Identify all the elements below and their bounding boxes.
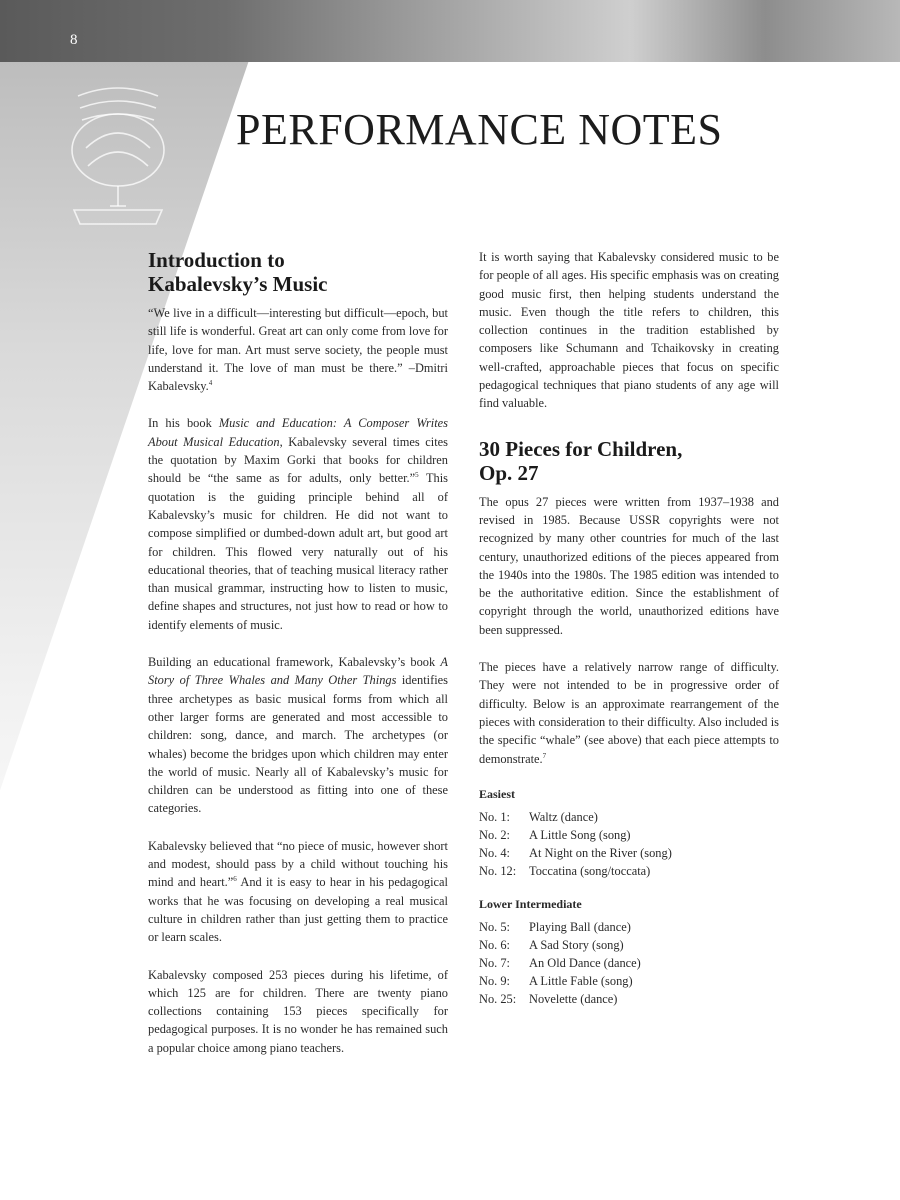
- lower-intermediate-list: [479, 918, 779, 1009]
- paragraph: In his book Music and Education: A Composer Writes About Musical Education, Kabalevsky several times cites the quotation by Maxim Gorki that books for children should be “the same as for adults, only better.”$^5$ This quotation is the guiding principle behind all of Kabalevsky’s music for children. He did not want to compose simplified or dumbed-down adult art, but good art for children. This flowed very naturally out of his educational theories, that of teaching musical literacy rather than musical grammar, instructing how to listen to music, define shapes and structures, not just how to read or how to identify elements of music.: [148, 416, 448, 632]
- list-item: No. 12: Toccatina (song/toccata): [479, 864, 651, 879]
- list-heading-easiest: Easiest: [479, 786, 515, 801]
- footnote-ref: 6: [233, 875, 237, 884]
- book-title: A Story of Three Whales and Many Other Things: [148, 655, 448, 688]
- publisher-emblem-icon: [58, 78, 178, 228]
- page-title: PERFORMANCE NOTES: [236, 105, 723, 154]
- list-item: No. 25: Novelette (dance): [479, 992, 618, 1007]
- list-item: No. 9: A Little Fable (song): [479, 974, 633, 989]
- header-band: [0, 0, 900, 62]
- paragraph: The opus 27 pieces were written from 1937–1938 and revised in 1985. Because USSR copyrights were not recognized by many other countries for much of the last century, unauthorized editions of the pieces appeared from the 1940s into the 1980s. The 1985 edition was intended to be the authoritative edition. Since the establishment of copyright through the world, unauthorized editions have been suppressed.: [479, 494, 779, 637]
- section-heading-introduction: Introduction to Kabalevsky’s Music: [148, 248, 328, 296]
- paragraph: Building an educational framework, Kabalevsky’s book A Story of Three Whales and Many Other Things identifies three archetypes as basic musical forms from which all other larger forms are generated and most accessible to children: song, dance, and march. The archetypes (or whales) become the bridges upon which children may enter the world of music. Nearly all of Kabalevsky’s music for children can be understood as fitting into one of these categories.: [148, 655, 448, 816]
- list-item: No. 7: An Old Dance (dance): [479, 956, 641, 971]
- footnote-ref: 4: [208, 379, 213, 388]
- page-number: 8: [70, 32, 78, 48]
- paragraph: It is worth saying that Kabalevsky considered music to be for people of all ages. His specific emphasis was on creating good music first, then helping students understand the music. Even though the title refers to children, this collection continues in the tradition established by composers like Schumann and Tchaikovsky in creating well-crafted, approachable pieces that focus on specific pedagogical techniques that piano students of any age will find valuable.: [479, 250, 779, 411]
- paragraph: The pieces have a relatively narrow range of difficulty. They were not intended to be in progressive order of difficulty. Below is an approximate rearrangement of the pieces with consideration to their difficulty. Also included is the specific “whale” (see above) that each piece attempts to demonstrate.$^7$: [479, 660, 779, 766]
- paragraph: Kabalevsky believed that “no piece of music, however short and modest, should pass by a child without touching his mind and heart.”$^6$ And it is easy to hear in his pedagogical works that he was focusing on developing a real musical culture in children rather than just getting them to practice or learn scales.: [148, 838, 448, 945]
- list-item: No. 6: A Sad Story (song): [479, 937, 624, 952]
- footnote-ref: 7: [542, 751, 547, 760]
- footnote-ref: 5: [415, 471, 419, 480]
- list-item: No. 5: Playing Ball (dance): [479, 919, 631, 934]
- list-item: No. 4: At Night on the River (song): [479, 846, 672, 861]
- list-item: No. 2: A Little Song (song): [479, 828, 631, 843]
- right-column: [479, 248, 779, 1025]
- paragraph: Kabalevsky composed 253 pieces during his lifetime, of which 125 are for children. There are twenty piano collections containing 153 pieces specifically for pedagogical purposes. It is no wonder he has remained such a popular choice among piano teachers.: [148, 967, 448, 1055]
- quote-paragraph: “We live in a difficult—interesting but difficult—epoch, but still life is wonderful. Great art can only come from love for life, love for man. Art must serve society, the people must understand it. The love of man must be there.” –Dmitri Kabalevsky.$^4$: [148, 306, 448, 394]
- easiest-list: [479, 808, 779, 881]
- left-column: [148, 248, 448, 1076]
- list-heading-lower-intermediate: Lower Intermediate: [479, 896, 582, 911]
- section-heading-30-pieces: 30 Pieces for Children, Op. 27: [479, 436, 683, 485]
- list-item: No. 1: Waltz (dance): [479, 809, 598, 824]
- book-title: Music and Education: A Composer Writes About Musical Education: [148, 416, 448, 449]
